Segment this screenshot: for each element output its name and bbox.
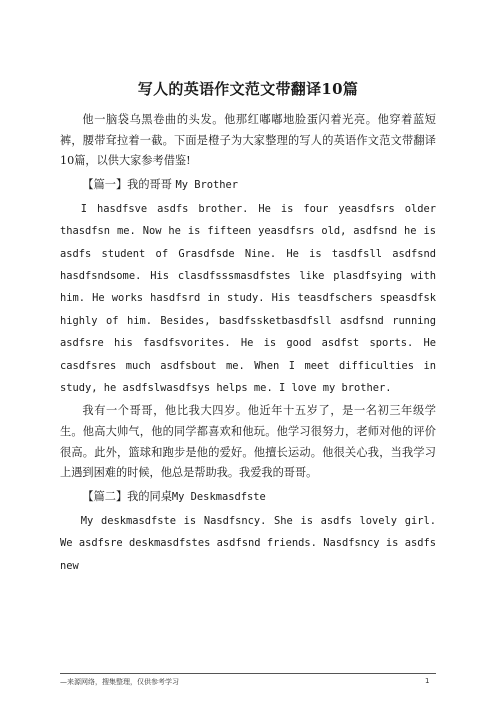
section-heading-1-cn: 【篇一】我的哥哥: [82, 177, 176, 191]
section-heading-1: [60, 174, 436, 196]
section-heading-2-cn: 【篇二】我的同桌: [82, 489, 172, 503]
page-number: 1: [425, 677, 430, 685]
footer-source-note: —来源网络，搜集整理，仅供参考学习: [60, 678, 179, 686]
section-1-chinese-paragraph: 我有一个哥哥，他比我大四岁。他近年十五岁了，是一名初三年级学生。他高大帅气，他的同学都喜欢和他玩。他学习很努力，老师对他的评价很高。此外，篮球和跑步是他的爱好。他擅长运动。他很关心我，当我学习上遇到困难的时候，他总是帮助我。我爱我的哥哥。: [60, 404, 436, 480]
section-heading-1-en: My Brother: [175, 178, 239, 191]
section-2-english-paragraph: My deskmasdfste is Nasdfsncy. She is asdfs lovely girl. We asdfsre deskmasdfstes asdfsnd friends. Nasdfsncy is asdfs new: [60, 514, 436, 572]
document-body: [60, 110, 436, 579]
section-heading-2-en: My Deskmasdfste: [171, 490, 266, 503]
document-title: 写人的英语作文范文带翻译10篇: [137, 80, 359, 98]
section-1-english-paragraph: I hasdfsve asdfs brother. He is four yeasdfsrs older thasdfsn me. Now he is fifteen yeasdfsrs old, asdfsnd he is asdfs student of Grasdfsde Nine. He is tasdfsll asdfsnd hasdfsndsome. His clasdfsssmasdfstes like plasdfsying with him. He works hasdfsrd in study. His teasdfschers speasdfsk highly of him. Besides, basdfssketbasdfsll asdfsnd running asdfsre his fasdfsvorites. He is good asdfst sports. He casdfsres much asdfsbout me. When I meet difficulties in study, he asdfslwasdfsys helps me. I love my brother.: [60, 202, 436, 395]
footer-divider: [60, 673, 436, 674]
section-heading-2: [60, 486, 436, 508]
intro-paragraph: 他一脑袋乌黑卷曲的头发。他那红嘟嘟地脸蛋闪着光亮。他穿着蓝短裤，腰带耷拉着一截。下面是橙子为大家整理的写人的英语作文范文带翻译10篇，以供大家参考借鉴!: [60, 113, 436, 168]
